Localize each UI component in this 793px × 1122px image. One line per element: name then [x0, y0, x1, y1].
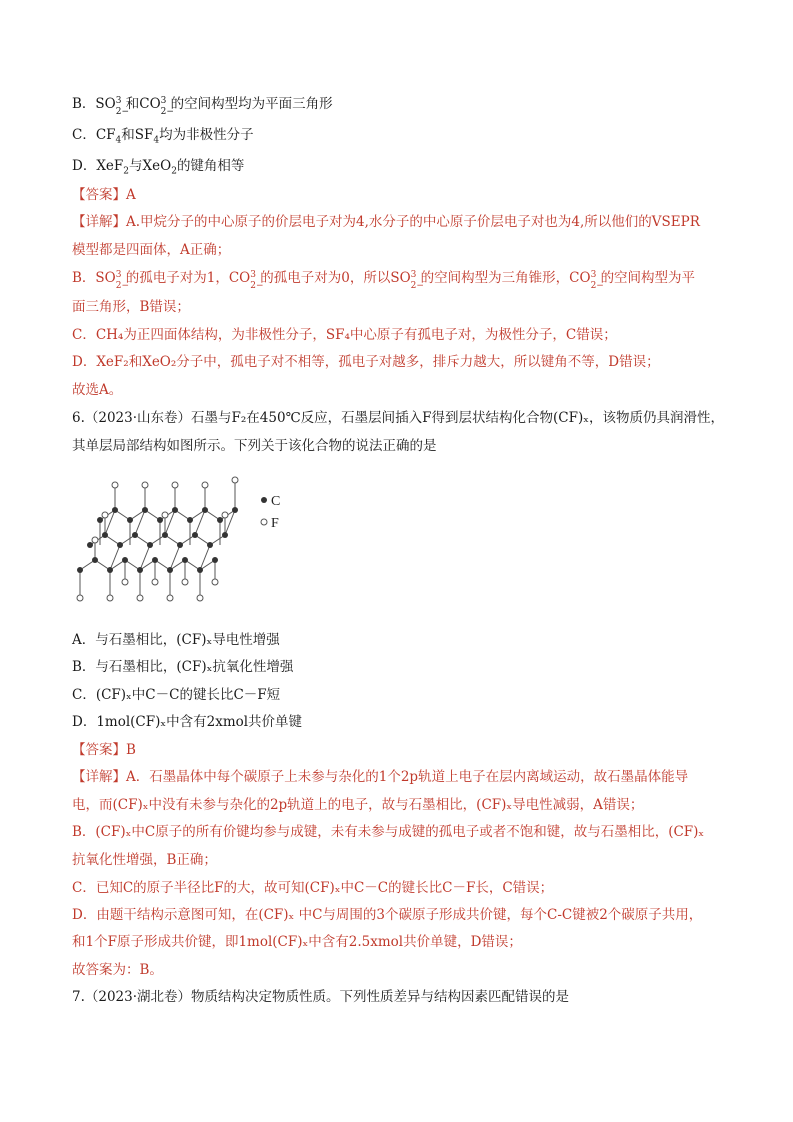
answer-label-1: 【答案】A: [72, 187, 136, 203]
q6-option-a: A．与石墨相比，(CF)ₓ导电性增强: [72, 632, 280, 648]
detail1-line5: C．CH₄为正四面体结构，为非极性分子，SF₄中心原子有孤电子对，为极性分子，C错误；: [72, 327, 617, 343]
legend-fluorine-dot: [261, 519, 267, 525]
answer-label-2: 【答案】B: [72, 742, 136, 758]
legend-carbon-label: C: [271, 494, 281, 509]
q5-option-d: D．XeF$_2$与XeO$_2$的键角相等: [72, 158, 245, 177]
detail2-line7: 和1个F原子形成共价键，即1mol(CF)ₓ中含有2.5xmol共价单键，D错误；: [72, 934, 522, 950]
legend-fluorine-label: F: [271, 516, 279, 531]
cf-structure-figure: [70, 470, 310, 615]
detail1-line3: B．SO 2− 3 的孤电子对为1，CO 2− 3 的孤电子对为0，所以SO 2− 3 的空间构型为三角锥形，CO 2− 3 的空间构型为平: [72, 270, 696, 291]
q6-option-d: D．1mol(CF)ₓ中含有2xmol共价单键: [72, 714, 303, 730]
legend-carbon-dot: [261, 497, 267, 503]
detail2-line8: 故答案为：B。: [72, 962, 163, 978]
detail2-line6: D．由题干结构示意图可知，在(CF)ₓ 中C与周围的3个碳原子形成共价键，每个C-C键被2个碳原子共用，: [72, 907, 703, 923]
fluorine-atoms: [77, 477, 238, 601]
q6-option-c: C．(CF)ₓ中C－C的键长比C－F短: [72, 687, 281, 703]
q5-option-c: C．$CF_4$和$SF_4$均为非极性分子: [72, 127, 254, 146]
detail2-line3: B．(CF)ₓ中C原子的所有价键均参与成键，未有未参与成键的孤电子或者不饱和键，故与石墨相比，(CF)ₓ: [72, 824, 705, 840]
q7-stem-line1: 7.（2023·湖北卷）物质结构决定物质性质。下列性质差异与结构因素匹配错误的是: [72, 989, 570, 1005]
detail1-line1: 【详解】A.甲烷分子的中心原子的价层电子对为4,水分子的中心原子价层电子对也为4,所以他们的VSEPR: [72, 214, 700, 230]
detail1-line4: 面三角形，B错误；: [72, 299, 190, 315]
detail1-line7: 故选A。: [72, 382, 123, 398]
q6-stem-line1: 6.（2023·山东卷）石墨与F₂在450℃反应，石墨层间插入F得到层状结构化合物(CF)ₓ，该物质仍具润滑性，: [72, 410, 724, 426]
q5-option-b: B．SO 2− 3 和CO 2− 3 的空间构型均为平面三角形: [72, 96, 333, 117]
detail2-line2: 电，而(CF)ₓ中没有未参与杂化的2p轨道上的电子，故与石墨相比，(CF)ₓ导电性减弱，A错误；: [72, 797, 644, 813]
figure-legend: [261, 494, 280, 531]
detail2-line5: C．已知C的原子半径比F的大，故可知(CF)ₓ中C－C的键长比C－F长，C错误；: [72, 880, 554, 896]
detail2-line1: 【详解】A．石墨晶体中每个碳原子上未参与杂化的1个2p轨道上电子在层内离域运动，故石墨晶体能导: [72, 769, 689, 785]
q6-option-b: B．与石墨相比，(CF)ₓ抗氧化性增强: [72, 659, 294, 675]
detail2-line4: 抗氧化性增强，B正确；: [72, 852, 217, 868]
detail1-line6: D．XeF₂和XeO₂分子中，孤电子对不相等，孤电子对越多，排斥力越大，所以键角不等，D错误；: [72, 354, 660, 370]
q6-stem-line2: 其单层局部结构如图所示。下列关于该化合物的说法正确的是: [72, 438, 437, 454]
detail1-line2: 模型都是四面体，A正确；: [72, 242, 231, 258]
